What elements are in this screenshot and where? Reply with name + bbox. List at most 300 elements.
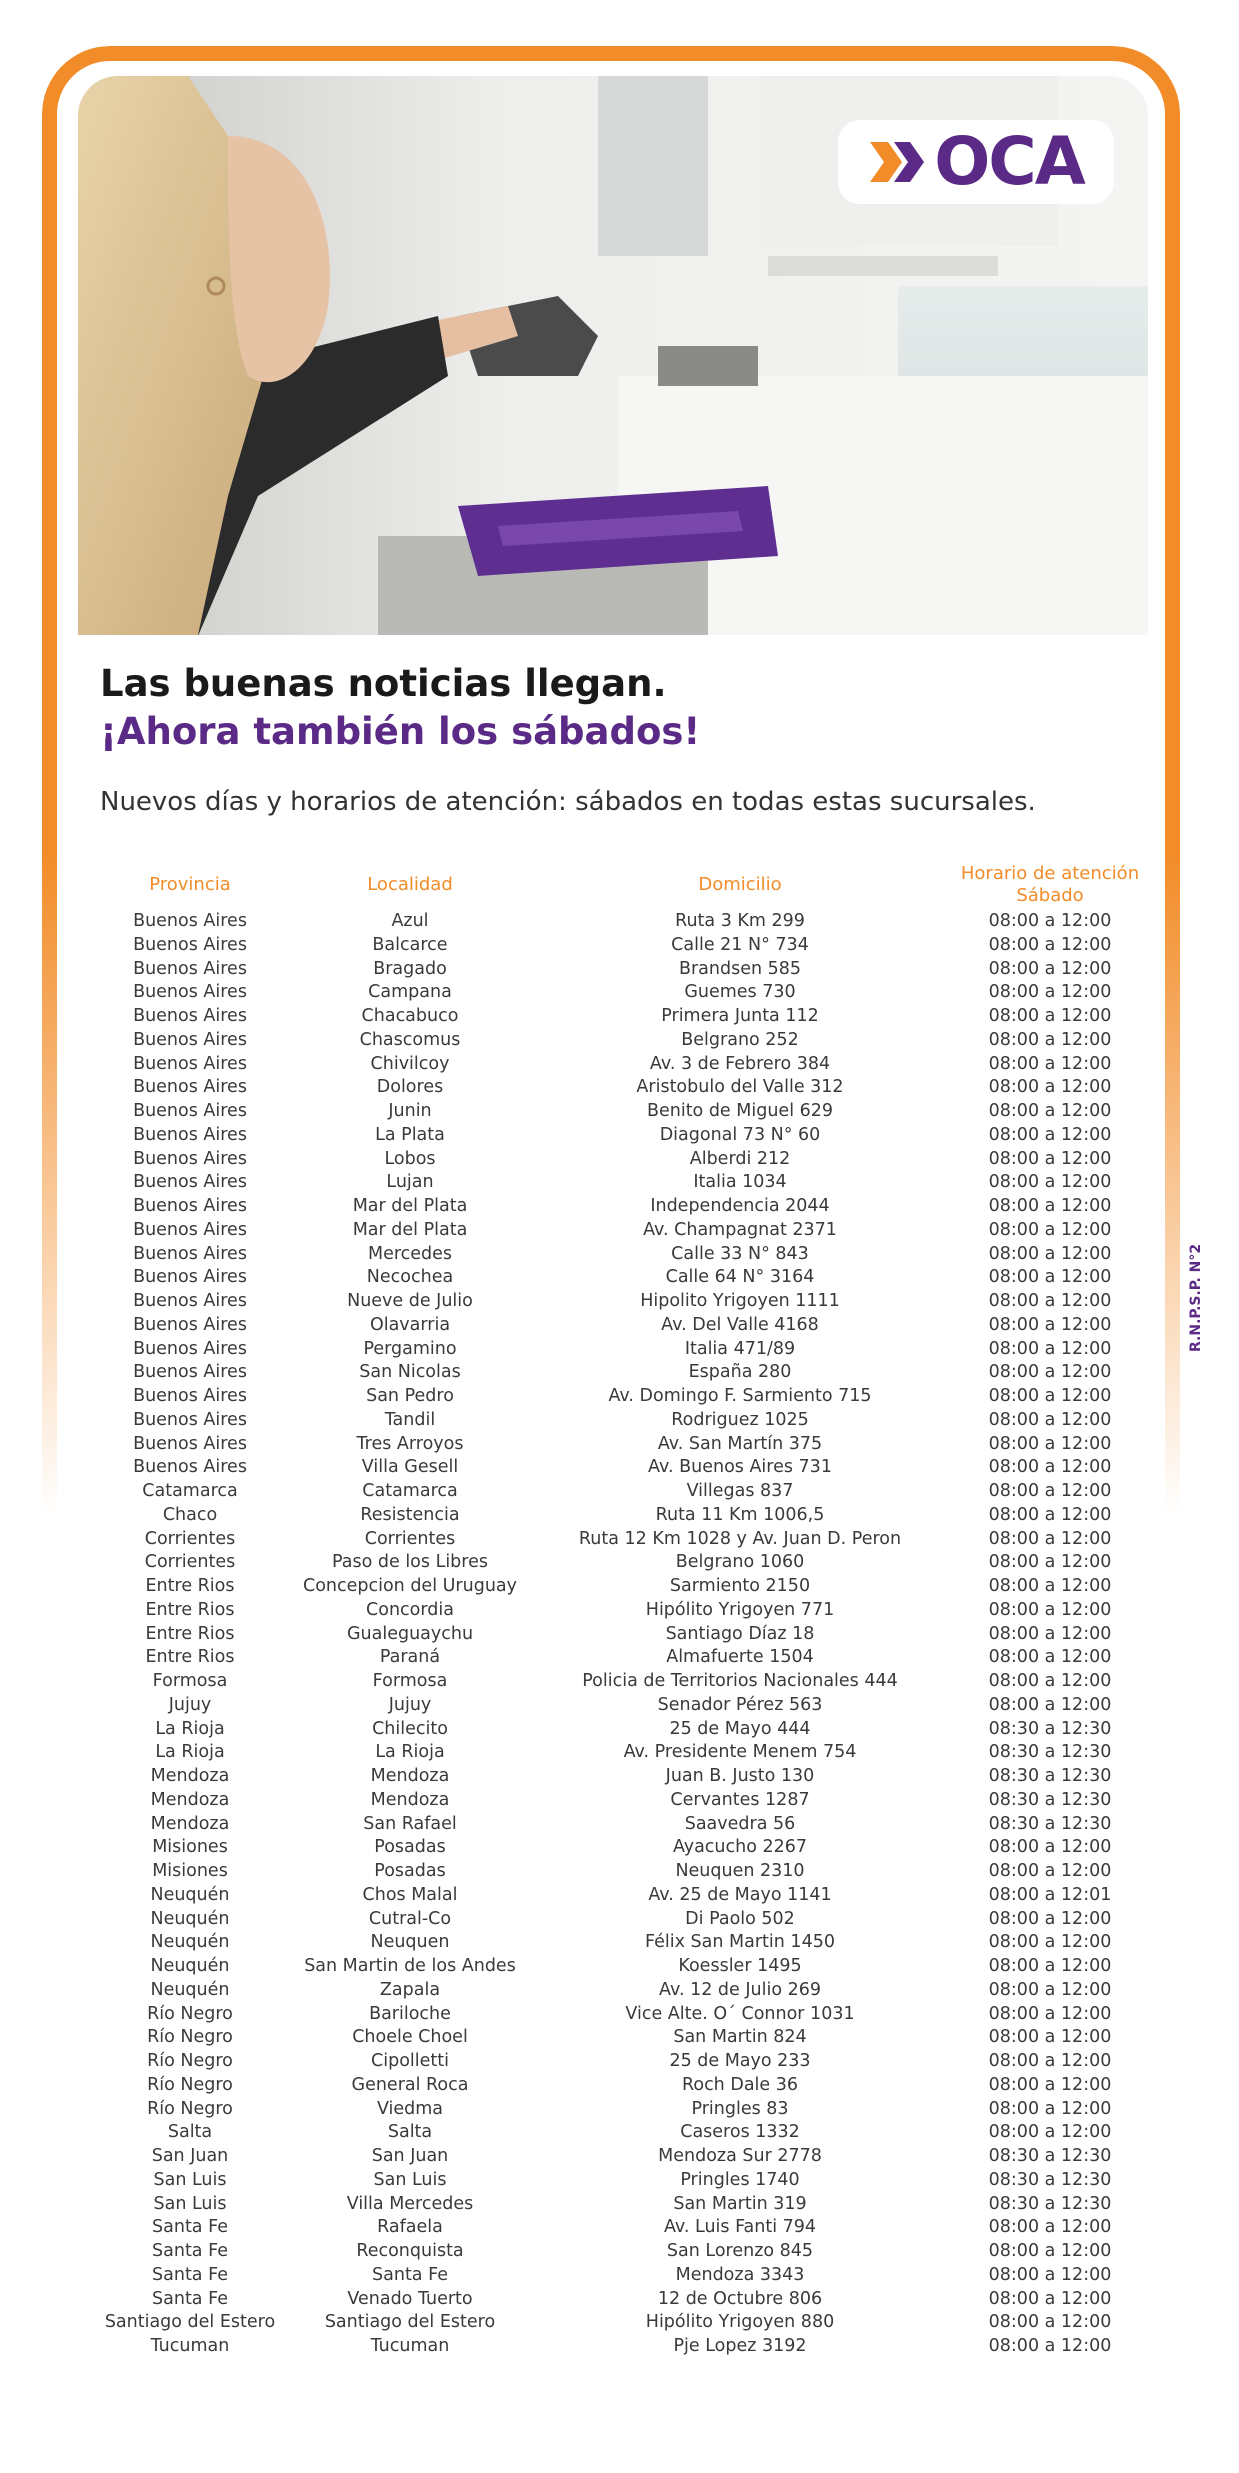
cell-localidad: Balcarce xyxy=(372,934,448,955)
cell-localidad: Rafaela xyxy=(377,2217,443,2238)
cell-localidad: Resistencia xyxy=(360,1504,460,1525)
cell-domicilio: Ayacucho 2267 xyxy=(672,1837,808,1858)
table-row xyxy=(90,1765,1150,1789)
cell-provincia: Buenos Aires xyxy=(133,1148,247,1169)
cell-domicilio: Ruta 12 Km 1028 y Av. Juan D. Peron xyxy=(578,1528,902,1549)
cell-localidad: Lujan xyxy=(386,1172,434,1193)
table-row xyxy=(90,2288,1150,2312)
cell-provincia: Buenos Aires xyxy=(133,982,247,1003)
table-row xyxy=(90,1219,1150,1243)
table-row xyxy=(90,1694,1150,1718)
cell-provincia: San Luis xyxy=(153,2169,227,2190)
cell-localidad: Salta xyxy=(387,2122,433,2143)
cell-provincia: Buenos Aires xyxy=(133,1077,247,1098)
cell-localidad: Villa Gesell xyxy=(361,1457,459,1478)
cell-domicilio: Independencia 2044 xyxy=(650,1196,830,1216)
cell-localidad: Mar del Plata xyxy=(352,1219,468,1240)
cell-domicilio: Av. Luis Fanti 794 xyxy=(663,2217,817,2238)
chevron-arrows-icon xyxy=(868,140,930,184)
cell-domicilio: Calle 21 N° 734 xyxy=(671,934,809,955)
cell-provincia: Mendoza xyxy=(150,1766,230,1786)
cell-domicilio: Pringles 1740 xyxy=(680,2169,800,2190)
cell-domicilio: Hipólito Yrigoyen 880 xyxy=(645,2312,835,2333)
cell-provincia: Buenos Aires xyxy=(133,1386,247,1406)
branches-table xyxy=(90,860,1150,2359)
cell-provincia: Santa Fe xyxy=(152,2264,228,2285)
cell-provincia: Buenos Aires xyxy=(133,1362,247,1383)
cell-provincia: Buenos Aires xyxy=(133,1267,247,1288)
cell-localidad: Tandil xyxy=(384,1409,436,1430)
cell-localidad: Bragado xyxy=(373,958,447,979)
cell-localidad: Reconquista xyxy=(356,2241,464,2261)
table-row xyxy=(90,1124,1150,1148)
cell-domicilio: Belgrano 1060 xyxy=(675,1552,805,1573)
table-row xyxy=(90,1718,1150,1742)
cell-localidad: Paraná xyxy=(379,1647,441,1668)
cell-horario: 08:00 a 12:00 xyxy=(988,1409,1112,1430)
cell-provincia: Santa Fe xyxy=(152,2217,228,2238)
cell-horario: 08:00 a 12:00 xyxy=(988,2122,1112,2143)
cell-domicilio: Senador Pérez 563 xyxy=(657,1694,823,1715)
cell-localidad: Chos Malal xyxy=(362,1884,458,1905)
cell-horario: 08:00 a 12:01 xyxy=(988,1884,1112,1905)
table-row xyxy=(90,1243,1150,1267)
table-row xyxy=(90,1860,1150,1884)
cell-domicilio: Saavedra 56 xyxy=(684,1813,796,1834)
cell-horario: 08:30 a 12:30 xyxy=(988,2169,1112,2190)
cell-horario: 08:00 a 12:00 xyxy=(988,1979,1112,2000)
cell-localidad: Jujuy xyxy=(388,1694,432,1715)
cell-localidad: San Juan xyxy=(371,2146,449,2166)
cell-provincia: Santa Fe xyxy=(152,2241,228,2261)
cell-provincia: San Luis xyxy=(153,2193,227,2214)
cell-horario: 08:30 a 12:30 xyxy=(988,1718,1112,1739)
table-row xyxy=(90,2145,1150,2169)
cell-domicilio: Calle 64 N° 3164 xyxy=(665,1267,815,1288)
table-row xyxy=(90,981,1150,1005)
subtitle: Nuevos días y horarios de atención: sábados en todas estas sucursales. xyxy=(100,787,1036,817)
side-registration-code: R.N.P.S.P. N°2 xyxy=(1188,1243,1204,1352)
cell-provincia: Neuquén xyxy=(150,1884,230,1905)
table-row xyxy=(90,2240,1150,2264)
cell-provincia: Buenos Aires xyxy=(133,1314,247,1335)
cell-provincia: Buenos Aires xyxy=(133,1006,247,1026)
cell-localidad: Zapala xyxy=(379,1979,441,2000)
cell-provincia: Buenos Aires xyxy=(133,1409,247,1430)
cell-domicilio: Av. 3 de Febrero 384 xyxy=(649,1053,831,1074)
cell-horario: 08:00 a 12:00 xyxy=(988,1006,1112,1026)
cell-domicilio: Caseros 1332 xyxy=(680,2122,800,2143)
cell-localidad: Chacabuco xyxy=(361,1006,459,1026)
cell-provincia: Buenos Aires xyxy=(133,1124,247,1145)
cell-horario: 08:00 a 12:00 xyxy=(988,1504,1112,1525)
cell-horario: 08:00 a 12:00 xyxy=(988,2027,1112,2048)
cell-provincia: Jujuy xyxy=(168,1694,212,1715)
table-row xyxy=(90,1741,1150,1765)
cell-provincia: Río Negro xyxy=(147,2027,233,2048)
cell-domicilio: Calle 33 N° 843 xyxy=(671,1243,809,1264)
cell-domicilio: Hipolito Yrigoyen 1111 xyxy=(640,1291,840,1311)
cell-localidad: San Luis xyxy=(373,2169,447,2190)
table-row xyxy=(90,1433,1150,1457)
table-row xyxy=(90,2311,1150,2335)
table-row xyxy=(90,2169,1150,2193)
cell-provincia: Buenos Aires xyxy=(133,1243,247,1264)
table-row xyxy=(90,2050,1150,2074)
cell-horario: 08:00 a 12:00 xyxy=(988,1694,1112,1715)
cell-domicilio: San Lorenzo 845 xyxy=(666,2241,814,2261)
cell-horario: 08:00 a 12:00 xyxy=(988,2003,1112,2024)
table-row xyxy=(90,1836,1150,1860)
cell-provincia: Santa Fe xyxy=(152,2288,228,2309)
cell-provincia: Neuquén xyxy=(150,1908,230,1929)
header-localidad: Localidad xyxy=(367,874,453,895)
table-row xyxy=(90,1504,1150,1528)
cell-horario: 08:00 a 12:00 xyxy=(988,1124,1112,1145)
table-row xyxy=(90,1195,1150,1219)
cell-provincia: Entre Rios xyxy=(145,1576,235,1596)
cell-domicilio: Sarmiento 2150 xyxy=(669,1576,811,1596)
cell-provincia: Buenos Aires xyxy=(133,1219,247,1240)
table-row xyxy=(90,1456,1150,1480)
cell-provincia: Santiago del Estero xyxy=(104,2312,276,2333)
cell-provincia: Río Negro xyxy=(147,2003,233,2024)
cell-localidad: San Nicolas xyxy=(359,1362,461,1383)
cell-provincia: Río Negro xyxy=(147,2051,233,2071)
cell-domicilio: Mendoza 3343 xyxy=(675,2264,805,2285)
table-row xyxy=(90,2335,1150,2359)
cell-horario: 08:00 a 12:00 xyxy=(988,1291,1112,1311)
cell-horario: 08:00 a 12:00 xyxy=(988,2288,1112,2309)
cell-domicilio: Primera Junta 112 xyxy=(661,1006,819,1026)
cell-provincia: Misiones xyxy=(152,1837,228,1858)
cell-localidad: Santa Fe xyxy=(372,2264,448,2285)
cell-localidad: Paso de los Libres xyxy=(332,1552,488,1573)
cell-domicilio: 25 de Mayo 233 xyxy=(669,2051,811,2071)
table-row xyxy=(90,1338,1150,1362)
cell-horario: 08:00 a 12:00 xyxy=(988,1647,1112,1668)
cell-domicilio: Mendoza Sur 2778 xyxy=(658,2146,822,2166)
table-row xyxy=(90,1053,1150,1077)
cell-localidad: Villa Mercedes xyxy=(346,2193,474,2214)
cell-localidad: Mar del Plata xyxy=(352,1196,468,1216)
table-row xyxy=(90,1551,1150,1575)
cell-localidad: Azul xyxy=(391,911,429,931)
cell-horario: 08:00 a 12:00 xyxy=(988,1837,1112,1858)
cell-localidad: Necochea xyxy=(366,1267,454,1288)
cell-domicilio: Juan B. Justo 130 xyxy=(665,1766,815,1786)
cell-localidad: La Rioja xyxy=(375,1742,445,1763)
cell-horario: 08:00 a 12:00 xyxy=(988,1172,1112,1193)
table-row xyxy=(90,1409,1150,1433)
cell-provincia: Mendoza xyxy=(150,1789,230,1810)
cell-horario: 08:00 a 12:00 xyxy=(988,1362,1112,1383)
cell-localidad: Corrientes xyxy=(364,1528,456,1549)
cell-domicilio: Italia 471/89 xyxy=(684,1338,796,1359)
cell-localidad: Bariloche xyxy=(369,2003,451,2024)
cell-localidad: Posadas xyxy=(374,1837,446,1858)
cell-horario: 08:30 a 12:30 xyxy=(988,2193,1112,2214)
cell-horario: 08:00 a 12:00 xyxy=(988,1219,1112,1240)
cell-horario: 08:00 a 12:00 xyxy=(988,1196,1112,1216)
table-row xyxy=(90,1599,1150,1623)
cell-horario: 08:00 a 12:00 xyxy=(988,1576,1112,1596)
cell-localidad: Catamarca xyxy=(362,1481,458,1501)
cell-provincia: Buenos Aires xyxy=(133,934,247,955)
cell-localidad: Lobos xyxy=(384,1148,436,1169)
table-row xyxy=(90,1314,1150,1338)
cell-domicilio: Almafuerte 1504 xyxy=(666,1647,814,1668)
cell-horario: 08:00 a 12:00 xyxy=(988,1148,1112,1169)
table-row xyxy=(90,1290,1150,1314)
cell-horario: 08:00 a 12:00 xyxy=(988,2241,1112,2261)
cell-horario: 08:00 a 12:00 xyxy=(988,1861,1112,1881)
cell-provincia: Entre Rios xyxy=(145,1623,235,1644)
cell-horario: 08:00 a 12:00 xyxy=(988,1433,1112,1454)
cell-horario: 08:30 a 12:30 xyxy=(988,1742,1112,1763)
table-row xyxy=(90,1575,1150,1599)
cell-domicilio: Villegas 837 xyxy=(686,1481,794,1501)
cell-localidad: Chascomus xyxy=(359,1029,461,1050)
cell-horario: 08:00 a 12:00 xyxy=(988,1671,1112,1691)
cell-domicilio: Neuquen 2310 xyxy=(675,1861,805,1881)
cell-domicilio: Av. 25 de Mayo 1141 xyxy=(648,1884,832,1905)
cell-localidad: Tres Arroyos xyxy=(356,1433,464,1454)
headline-highlight: ¡Ahora también los sábados! xyxy=(100,710,701,753)
cell-horario: 08:00 a 12:00 xyxy=(988,1956,1112,1976)
cell-provincia: Neuquén xyxy=(150,1979,230,2000)
cell-localidad: Viedma xyxy=(376,2098,444,2119)
cell-localidad: San Rafael xyxy=(363,1813,457,1834)
cell-provincia: Corrientes xyxy=(144,1552,236,1573)
cell-horario: 08:00 a 12:00 xyxy=(988,911,1112,931)
cell-horario: 08:00 a 12:00 xyxy=(988,1101,1112,1121)
table-row xyxy=(90,1931,1150,1955)
cell-domicilio: Alberdi 212 xyxy=(689,1148,791,1169)
table-row xyxy=(90,2098,1150,2122)
cell-provincia: San Juan xyxy=(151,2146,229,2166)
cell-horario: 08:30 a 12:30 xyxy=(988,2146,1112,2166)
cell-horario: 08:00 a 12:00 xyxy=(988,1243,1112,1264)
cell-horario: 08:00 a 12:00 xyxy=(988,2312,1112,2333)
cell-localidad: Tucuman xyxy=(370,2336,450,2356)
cell-domicilio: Benito de Miguel 629 xyxy=(646,1101,834,1121)
table-row xyxy=(90,1361,1150,1385)
cell-domicilio: Aristobulo del Valle 312 xyxy=(636,1077,844,1098)
cell-domicilio: Av. Domingo F. Sarmiento 715 xyxy=(608,1386,872,1406)
header-domicilio: Domicilio xyxy=(698,874,782,895)
cell-localidad: Pergamino xyxy=(363,1338,457,1359)
cell-localidad: Nueve de Julio xyxy=(347,1291,473,1311)
header-horario-line2: Sábado xyxy=(1016,885,1084,906)
table-row xyxy=(90,1670,1150,1694)
cell-horario: 08:00 a 12:00 xyxy=(988,1932,1112,1953)
cell-horario: 08:00 a 12:00 xyxy=(988,934,1112,955)
cell-provincia: Buenos Aires xyxy=(133,1433,247,1454)
headline: Las buenas noticias llegan. xyxy=(100,662,667,705)
cell-provincia: Buenos Aires xyxy=(133,1172,247,1193)
table-row xyxy=(90,910,1150,934)
cell-localidad: San Pedro xyxy=(366,1386,454,1406)
cell-localidad: Venado Tuerto xyxy=(347,2288,473,2309)
cell-provincia: Buenos Aires xyxy=(133,1457,247,1478)
table-row xyxy=(90,1884,1150,1908)
oca-logo xyxy=(838,120,1114,204)
cell-domicilio: 25 de Mayo 444 xyxy=(669,1718,811,1739)
cell-provincia: Chaco xyxy=(162,1504,218,1525)
cell-horario: 08:30 a 12:30 xyxy=(988,1766,1112,1786)
cell-horario: 08:00 a 12:00 xyxy=(988,1338,1112,1359)
cell-horario: 08:00 a 12:00 xyxy=(988,1457,1112,1478)
table-row xyxy=(90,1623,1150,1647)
cell-horario: 08:00 a 12:00 xyxy=(988,1029,1112,1050)
table-row xyxy=(90,1266,1150,1290)
cell-horario: 08:00 a 12:00 xyxy=(988,1552,1112,1573)
cell-provincia: Salta xyxy=(167,2122,213,2143)
cell-localidad: Mercedes xyxy=(367,1243,453,1264)
cell-horario: 08:00 a 12:00 xyxy=(988,2074,1112,2095)
cell-provincia: Mendoza xyxy=(150,1813,230,1834)
cell-localidad: Dolores xyxy=(376,1077,444,1098)
table-row xyxy=(90,958,1150,982)
table-row xyxy=(90,1528,1150,1552)
cell-horario: 08:00 a 12:00 xyxy=(988,2217,1112,2238)
header-horario-line1: Horario de atención xyxy=(960,863,1140,884)
cell-domicilio: Belgrano 252 xyxy=(681,1029,799,1050)
cell-domicilio: Santiago Díaz 18 xyxy=(665,1623,815,1644)
cell-localidad: Concepcion del Uruguay xyxy=(302,1576,518,1596)
cell-provincia: Formosa xyxy=(152,1671,228,1691)
cell-localidad: Formosa xyxy=(372,1671,448,1691)
cell-provincia: Corrientes xyxy=(144,1528,236,1549)
cell-domicilio: Diagonal 73 N° 60 xyxy=(659,1124,821,1145)
table-row xyxy=(90,2003,1150,2027)
cell-localidad: Cipolletti xyxy=(371,2051,449,2071)
cell-horario: 08:00 a 12:00 xyxy=(988,1314,1112,1335)
cell-horario: 08:00 a 12:00 xyxy=(988,2264,1112,2285)
cell-localidad: Posadas xyxy=(374,1861,446,1881)
cell-localidad: Junin xyxy=(388,1101,432,1121)
table-row xyxy=(90,2216,1150,2240)
cell-provincia: Río Negro xyxy=(147,2098,233,2119)
table-header-row xyxy=(90,860,1150,910)
table-row xyxy=(90,1480,1150,1504)
table-body xyxy=(90,910,1150,2359)
cell-domicilio: San Martin 319 xyxy=(673,2193,807,2214)
cell-localidad: San Martin de los Andes xyxy=(304,1956,516,1976)
cell-domicilio: Pje Lopez 3192 xyxy=(673,2336,807,2356)
cell-horario: 08:00 a 12:00 xyxy=(988,1623,1112,1644)
cell-horario: 08:00 a 12:00 xyxy=(988,2051,1112,2071)
cell-domicilio: Koessler 1495 xyxy=(678,1956,802,1976)
cell-domicilio: 12 de Octubre 806 xyxy=(657,2288,823,2309)
table-row xyxy=(90,1005,1150,1029)
cell-domicilio: Pringles 83 xyxy=(691,2098,789,2119)
cell-domicilio: España 280 xyxy=(688,1362,792,1383)
cell-localidad: Campana xyxy=(368,982,452,1003)
cell-domicilio: Roch Dale 36 xyxy=(681,2074,798,2095)
table-row xyxy=(90,1646,1150,1670)
table-row xyxy=(90,1076,1150,1100)
cell-localidad: Chilecito xyxy=(372,1718,448,1739)
cell-localidad: Neuquen xyxy=(370,1932,450,1953)
cell-localidad: Gualeguaychu xyxy=(346,1623,474,1644)
cell-domicilio: Guemes 730 xyxy=(684,982,796,1003)
cell-domicilio: Hipólito Yrigoyen 771 xyxy=(645,1599,835,1620)
cell-horario: 08:00 a 12:00 xyxy=(988,1908,1112,1929)
cell-localidad: Concordia xyxy=(366,1599,454,1620)
header-provincia: Provincia xyxy=(149,874,231,895)
cell-provincia: Buenos Aires xyxy=(133,1029,247,1050)
table-row xyxy=(90,2074,1150,2098)
cell-provincia: Buenos Aires xyxy=(133,911,247,931)
table-row xyxy=(90,2264,1150,2288)
cell-domicilio: Policia de Territorios Nacionales 444 xyxy=(582,1671,898,1691)
table-row xyxy=(90,1029,1150,1053)
cell-horario: 08:00 a 12:00 xyxy=(988,1599,1112,1620)
table-row xyxy=(90,1979,1150,2003)
cell-provincia: Buenos Aires xyxy=(133,1196,247,1216)
header-horario xyxy=(950,860,1150,910)
cell-provincia: Buenos Aires xyxy=(133,1338,247,1359)
cell-localidad: Chivilcoy xyxy=(370,1053,450,1074)
cell-provincia: La Rioja xyxy=(155,1718,225,1739)
cell-horario: 08:00 a 12:00 xyxy=(988,982,1112,1003)
cell-localidad: Olavarria xyxy=(369,1314,451,1335)
cell-domicilio: Av. Presidente Menem 754 xyxy=(623,1742,857,1763)
cell-domicilio: Ruta 11 Km 1006,5 xyxy=(655,1504,825,1525)
table-row xyxy=(90,1100,1150,1124)
cell-provincia: Entre Rios xyxy=(145,1647,235,1668)
table-row xyxy=(90,1813,1150,1837)
cell-domicilio: Av. San Martín 375 xyxy=(657,1433,823,1454)
cell-horario: 08:00 a 12:00 xyxy=(988,958,1112,979)
cell-domicilio: Av. Champagnat 2371 xyxy=(643,1219,837,1240)
cell-domicilio: Av. Del Valle 4168 xyxy=(661,1314,819,1335)
cell-provincia: Catamarca xyxy=(142,1481,238,1501)
cell-horario: 08:00 a 12:00 xyxy=(988,1528,1112,1549)
cell-horario: 08:00 a 12:00 xyxy=(988,2336,1112,2356)
cell-domicilio: Cervantes 1287 xyxy=(670,1789,810,1810)
cell-localidad: Santiago del Estero xyxy=(324,2312,496,2333)
cell-horario: 08:00 a 12:00 xyxy=(988,1481,1112,1501)
cell-provincia: Buenos Aires xyxy=(133,1053,247,1074)
cell-horario: 08:30 a 12:30 xyxy=(988,1813,1112,1834)
cell-domicilio: Vice Alte. O´ Connor 1031 xyxy=(625,2003,855,2024)
cell-provincia: Misiones xyxy=(152,1861,228,1881)
table-row xyxy=(90,1171,1150,1195)
cell-horario: 08:30 a 12:30 xyxy=(988,1789,1112,1810)
cell-provincia: La Rioja xyxy=(155,1742,225,1763)
cell-localidad: Mendoza xyxy=(370,1766,450,1786)
cell-provincia: Neuquén xyxy=(150,1956,230,1976)
cell-domicilio: Ruta 3 Km 299 xyxy=(675,911,805,931)
cell-provincia: Tucuman xyxy=(150,2336,230,2356)
cell-provincia: Buenos Aires xyxy=(133,958,247,979)
cell-localidad: General Roca xyxy=(351,2074,469,2095)
cell-domicilio: Félix San Martin 1450 xyxy=(645,1932,835,1953)
cell-domicilio: Italia 1034 xyxy=(693,1172,787,1193)
cell-horario: 08:00 a 12:00 xyxy=(988,1267,1112,1288)
cell-localidad: Choele Choel xyxy=(352,2027,468,2048)
cell-horario: 08:00 a 12:00 xyxy=(988,2098,1112,2119)
table-row xyxy=(90,1955,1150,1979)
cell-horario: 08:00 a 12:00 xyxy=(988,1053,1112,1074)
table-row xyxy=(90,1908,1150,1932)
table-row xyxy=(90,934,1150,958)
table-row xyxy=(90,2121,1150,2145)
table-row xyxy=(90,1789,1150,1813)
